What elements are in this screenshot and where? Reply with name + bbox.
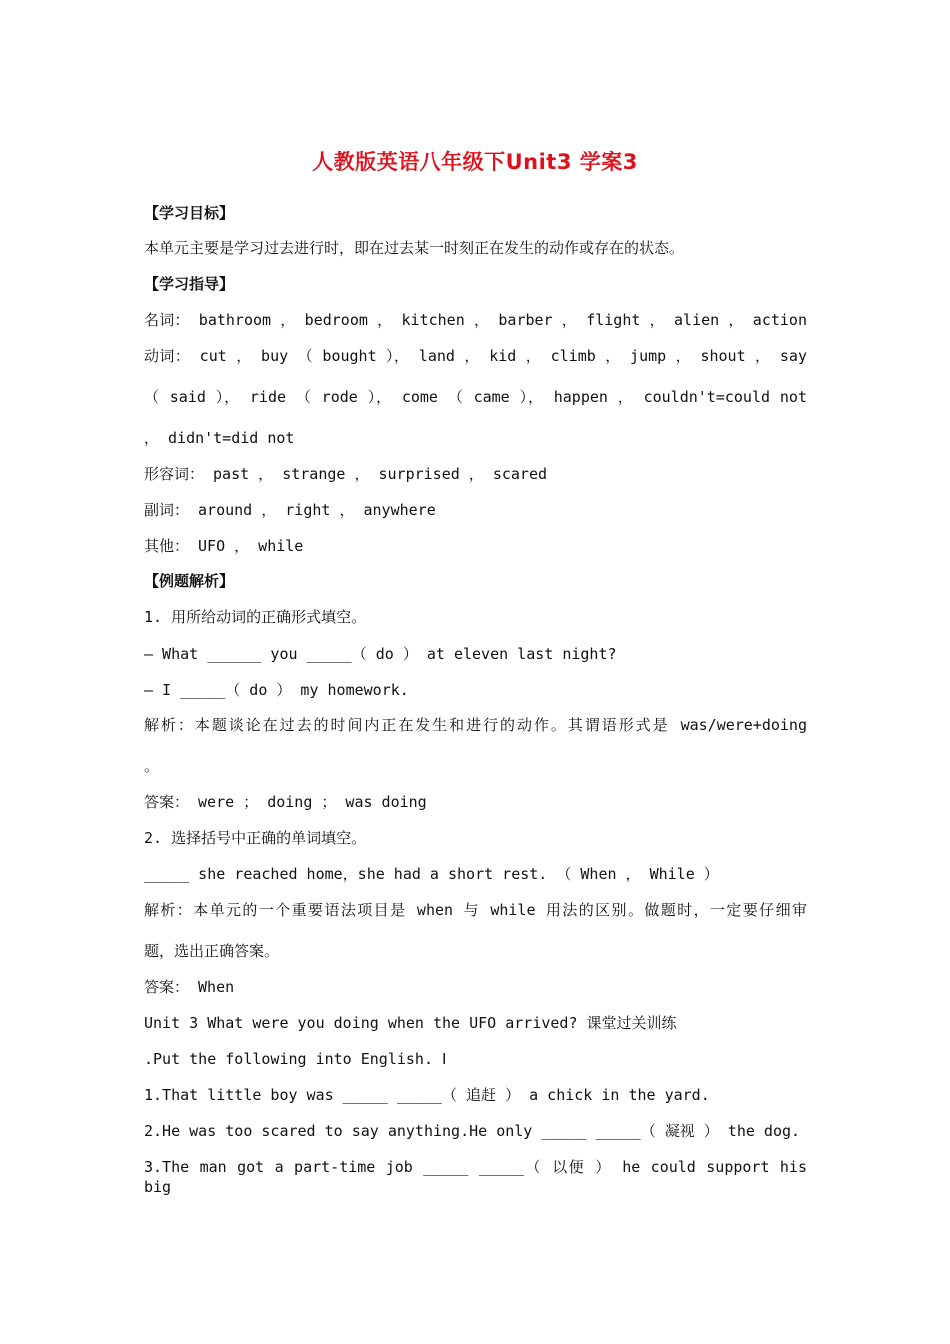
- example-1-analysis-line-2: 。: [144, 757, 160, 775]
- example-1-prompt: 1. 用所给动词的正确形式填空。: [144, 608, 367, 626]
- example-2-question: _____ she reached home，she had a short rest. （ When ， While ）: [144, 865, 719, 883]
- verbs-line-1: 动词： cut ， buy （ bought ）， land ， kid ， climb ， jump ， shout ， say: [144, 347, 807, 365]
- examples-heading: 【例题解析】: [144, 572, 235, 590]
- question-2: 2.He was too scared to say anything.He only _____ _____（ 凝视 ） the dog.: [144, 1122, 801, 1140]
- example-2-analysis-line-2: 题，选出正确答案。: [144, 942, 280, 960]
- nouns-line: 名词： bathroom ， bedroom ， kitchen ， barber ， flight ， alien ， action: [144, 311, 807, 329]
- question-3: 3.The man got a part-time job _____ _____（ 以便 ） he could support his big: [144, 1158, 807, 1196]
- unit-title: Unit 3 What were you doing when the UFO arrived? 课堂过关训练: [144, 1014, 677, 1032]
- objective-heading: 【学习目标】: [144, 204, 235, 222]
- others-line: 其他： UFO ， while: [144, 537, 304, 555]
- document-title: 人教版英语八年级下Unit3 学案3: [312, 150, 638, 174]
- translation-heading: .Put the following into English. Ⅰ: [144, 1050, 447, 1068]
- example-1-analysis-line-1: 解析：本题谈论在过去的时间内正在发生和进行的动作。其谓语形式是 was/were+doing: [144, 716, 807, 734]
- example-2-prompt: 2. 选择括号中正确的单词填空。: [144, 829, 367, 847]
- guide-heading: 【学习指导】: [144, 275, 235, 293]
- example-1-answer: 答案： were ； doing ； was doing: [144, 793, 427, 811]
- question-1: 1.That little boy was _____ _____（ 追赶 ） a chick in the yard.: [144, 1086, 710, 1104]
- adverbs-line: 副词： around ， right ， anywhere: [144, 501, 436, 519]
- example-1-question-1: — What ______ you _____（ do ） at eleven last night?: [144, 645, 617, 663]
- example-2-answer: 答案： When: [144, 978, 235, 996]
- adjectives-line: 形容词： past ， strange ， surprised ， scared: [144, 465, 548, 483]
- verbs-line-3: ， didn't=did not: [144, 429, 295, 447]
- example-2-analysis-line-1: 解析：本单元的一个重要语法项目是 when 与 while 用法的区别。做题时，一定要仔细审: [144, 901, 807, 919]
- verbs-line-2: （ said ）， ride （ rode ）， come （ came ）， happen ， couldn't=could not: [144, 388, 807, 406]
- example-1-question-2: — I _____（ do ） my homework.: [144, 681, 409, 699]
- objective-text: 本单元主要是学习过去进行时，即在过去某一时刻正在发生的动作或存在的状态。: [144, 239, 685, 257]
